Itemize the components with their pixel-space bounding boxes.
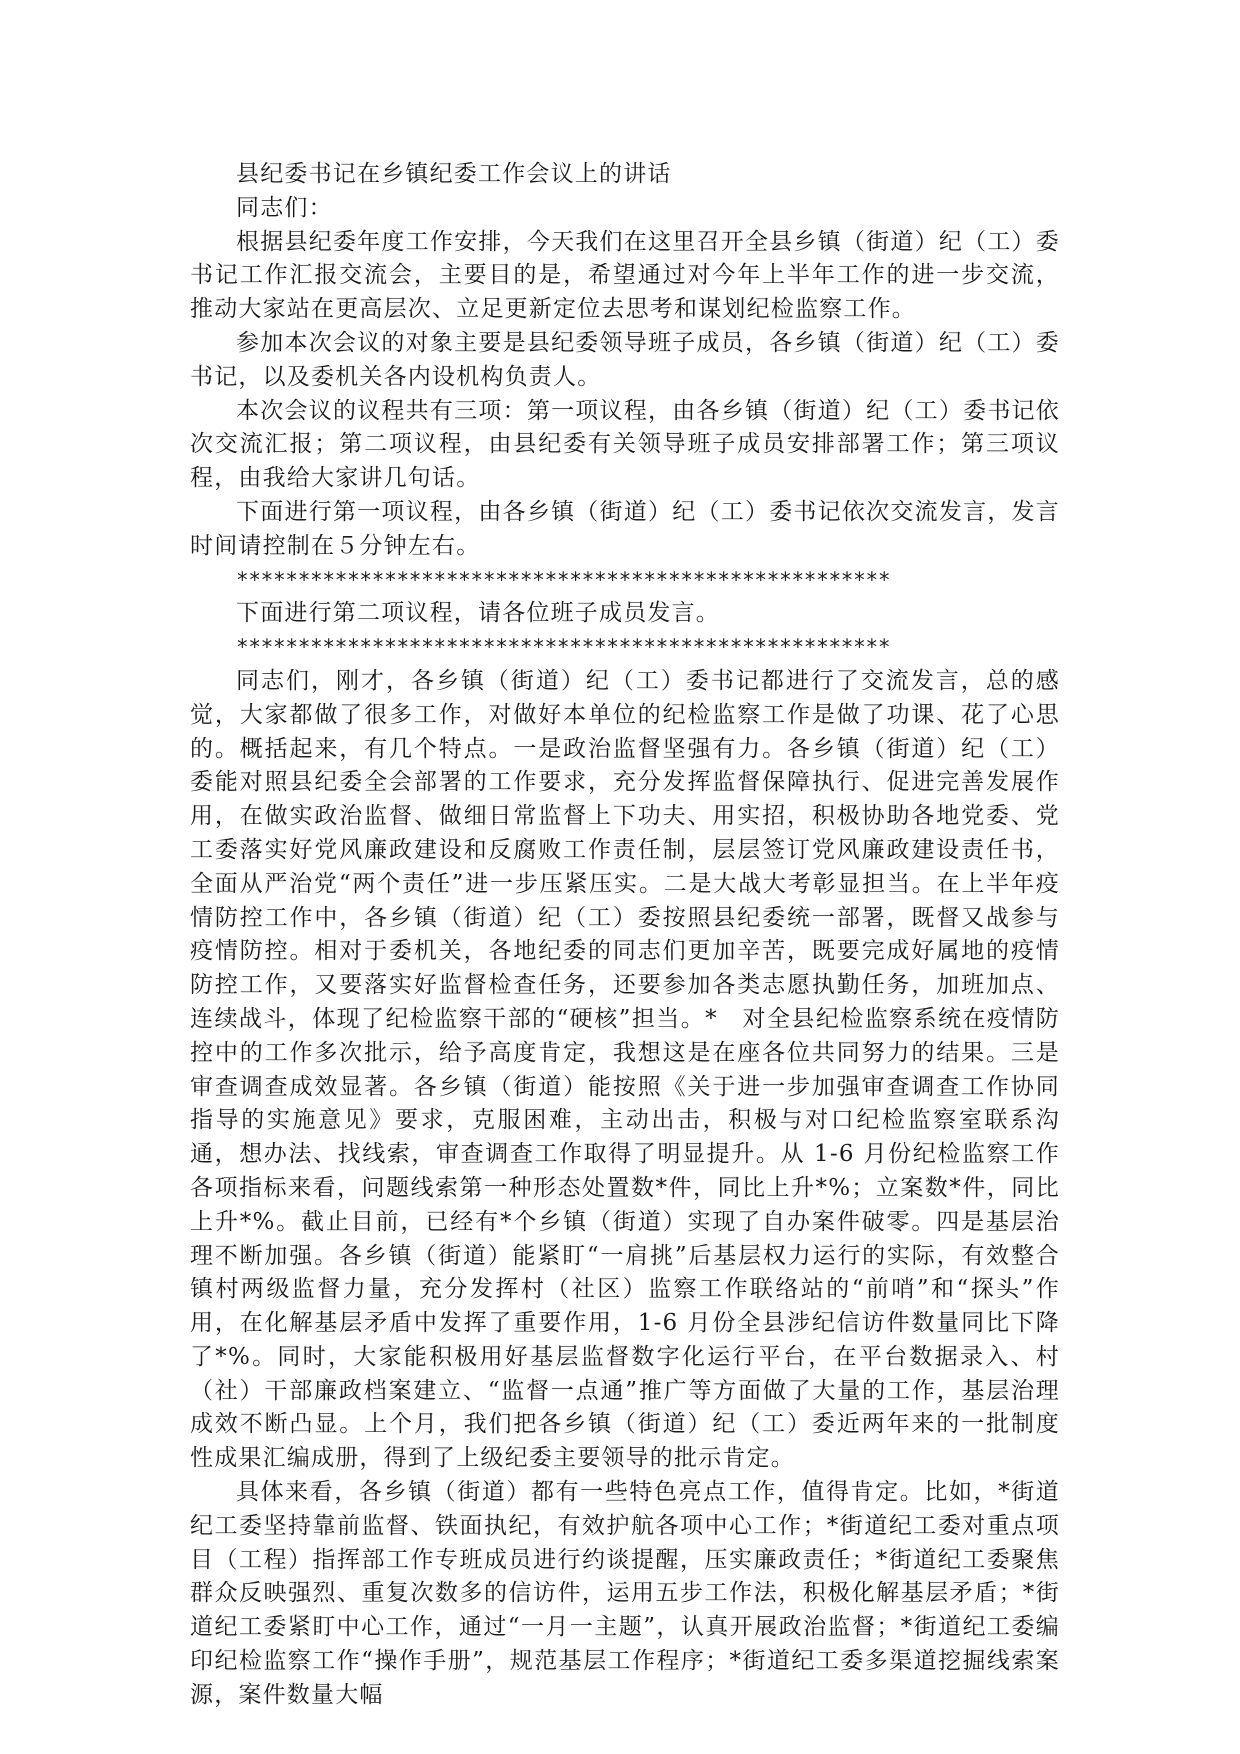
paragraph-agenda: 本次会议的议程共有三项：第一项议程，由各乡镇（街道）纪（工）委书记依次交流汇报；第二项议程，由县纪委有关领导班子成员安排部署工作；第三项议程，由我给大家讲几句话。 [190,397,1060,492]
paragraph-summary: 同志们，刚才，各乡镇（街道）纪（工）委书记都进行了交流发言，总的感觉，大家都做了很多工作，对做好本单位的纪检监察工作是做了功课、花了心思的。概括起来，有几个特点。一是政治监督坚强有力。各乡镇（街道）纪（工）委能对照县纪委全会部署的工作要求，充分发挥监督保障执行、促进完善发展作用，在做实政治监督、做细日常监督上下功夫、用实招，积极协助各地党委、党工委落实好党风廉政建设和反腐败工作责任制，层层签订党风廉政建设责任书，全面从严治党“两个责任”进一步压紧压实。二是大战大考彰显担当。在上半年疫情防控工作中，各乡镇（街道）纪（工）委按照县纪委统一部署，既督又战参与疫情防控。相对于委机关，各地纪委的同志们更加辛苦，既要完成好属地的疫情防控工作，又要落实好监督检查任务，还要参加各类志愿执勤任务，加班加点、连续战斗，体现了纪检监察干部的“硬核”担当。* 对全县纪检监察系统在疫情防控中的工作多次批示，给予高度肯定，我想这是在座各位共同努力的结果。三是审查调查成效显著。各乡镇（街道）能按照《关于进一步加强审查调查工作协同指导的实施意见》要求，克服困难，主动出击，积极与对口纪检监察室联系沟通，想办法、找线索，审查调查工作取得了明显提升。从 1-6 月份纪检监察工作各项指标来看，问题线索第一种形态处置数*件，同比上升*%；立案数*件，同比上升*%。截止目前，已经有*个乡镇（街道）实现了自办案件破零。四是基层治理不断加强。各乡镇（街道）能紧盯“一肩挑”后基层权力运行的实际，有效整合镇村两级监督力量，充分发挥村（社区）监察工作联络站的“前哨”和“探头”作用，在化解基层矛盾中发挥了重要作用，1-6 月份全县涉纪信访件数量同比下降了*%。同时，大家能积极用好基层监督数字化运行平台，在平台数据录入、村（社）干部廉政档案建立、“监督一点通”推广等方面做了大量的工作，基层治理成效不断凸显。上个月，我们把各乡镇（街道）纪（工）委近两年来的一批制度性成果汇编成册，得到了上级纪委主要领导的批示肯定。 [190,667,1060,1472]
paragraph-first-item: 下面进行第一项议程，由各乡镇（街道）纪（工）委书记依次交流发言，发言时间请控制在５分钟左右。 [190,498,1060,559]
document-title: 县纪委书记在乡镇纪委工作会议上的讲话 [236,161,672,187]
section-divider: ***************************************************** [236,567,891,592]
paragraph-attendees: 参加本次会议的对象主要是县纪委领导班子成员，各乡镇（街道）纪（工）委书记，以及委机关各内设机构负责人。 [190,329,1060,390]
document-page [190,158,1060,1713]
section-divider: ***************************************************** [236,635,891,660]
salutation: 同志们： [236,194,333,221]
paragraph-second-item: 下面进行第二项议程，请各位班子成员发言。 [236,600,720,627]
paragraph-highlights: 具体来看，各乡镇（街道）都有一些特色亮点工作，值得肯定。比如，*街道纪工委坚持靠前监督、铁面执纪，有效护航各项中心工作；*街道纪工委对重点项目（工程）指挥部工作专班成员进行约谈提醒，压实廉政责任；*街道纪工委聚焦群众反映强烈、重复次数多的信访件，运用五步工作法，积极化解基层矛盾；*街道纪工委紧盯中心工作，通过“一月一主题”，认真开展政治监督；*街道纪工委编印纪检监察工作“操作手册”，规范基层工作程序；*街道纪工委多渠道挖掘线索案源，案件数量大幅 [190,1479,1060,1708]
paragraph-meeting-purpose: 根据县纪委年度工作安排，今天我们在这里召开全县乡镇（街道）纪（工）委书记工作汇报交流会，主要目的是，希望通过对今年上半年工作的进一步交流，推动大家站在更高层次、立足更新定位去思考和谋划纪检监察工作。 [190,228,1060,323]
